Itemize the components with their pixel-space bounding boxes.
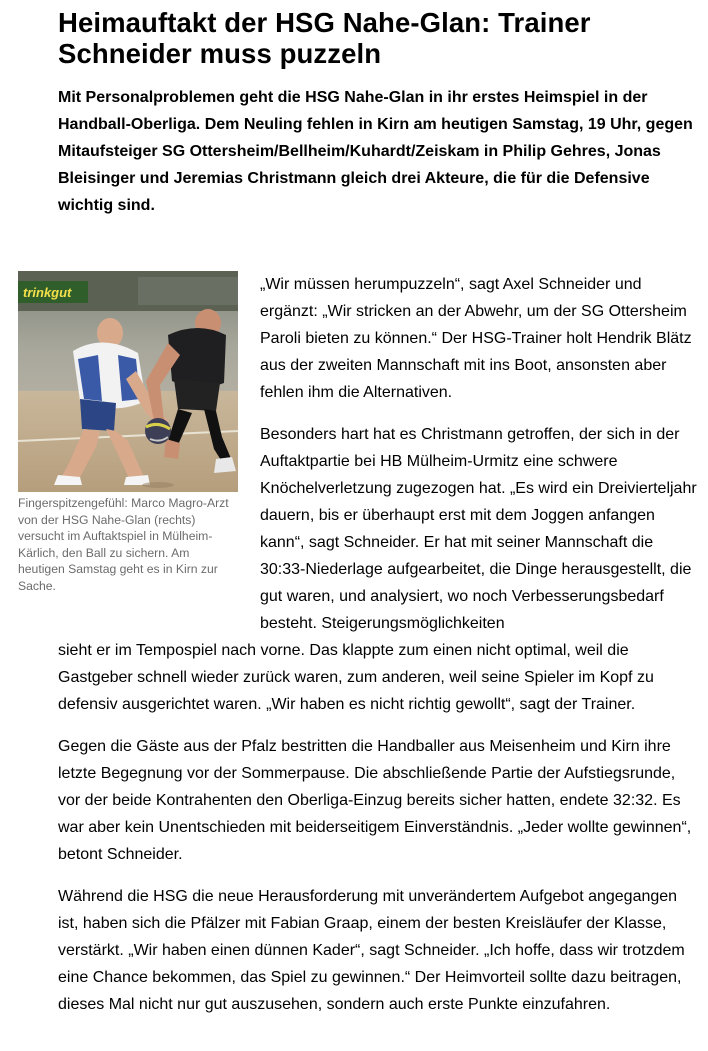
paragraph-2-continued: sieht er im Tempospiel nach vorne. Das klappte zum einen nicht optimal, weil die Gastgeber schnell wieder zurück waren, zum anderen, weil seine Spieler im Kopf zu defensiv ausgerichtet waren. „Wir haben es nicht richtig gewollt“, sagt der Trainer. bbox=[58, 642, 654, 713]
article-figure bbox=[18, 271, 238, 595]
article-body bbox=[18, 271, 698, 1018]
article-title: Heimauftakt der HSG Nahe-Glan: Trainer Schneider muss puzzeln bbox=[58, 7, 591, 69]
paragraph-1: „Wir müssen herumpuzzeln“, sagt Axel Schneider und ergänzt: „Wir stricken an der Abwehr, um der SG Ottersheim Paroli bieten zu können.“ Der HSG-Trainer holt Hendrik Blätz aus der zweiten Mannschaft mit ins Boot, ansonsten aber fehlen ihm die Alternativen. bbox=[260, 276, 692, 401]
article bbox=[18, 0, 698, 1033]
paragraph-2: Besonders hart hat es Christmann getroffen, der sich in der Auftaktpartie bei HB Mülheim-Urmitz eine schwere Knöchelverletzung zugezogen hat. „Es wird ein Dreivierteljahr dauern, bis er überhaupt erst mit dem Joggen anfangen kann“, sagt Schneider. Er hat mit seiner Mannschaft die 30:33-Niederlage aufgearbeitet, die Dinge herausgestellt, die gut waren, und analysiert, wo noch Verbesserungsbedarf besteht. Steigerungsmöglichkeiten bbox=[260, 426, 697, 632]
paragraph-4: Während die HSG die neue Herausforderung mit unverändertem Aufgebot angegangen ist, haben sich die Pfälzer mit Fabian Graap, einem der besten Kreisläufer der Klasse, verstärkt. „Wir haben einen dünnen Kader“, sagt Schneider. „Ich hoffe, dass wir trotzdem eine Chance bekommen, das Spiel zu gewinnen.“ Der Heimvorteil sollte dazu beitragen, dieses Mal nicht nur gut auszusehen, sondern auch erste Punkte einzufahren. bbox=[58, 888, 685, 1013]
handball-photo bbox=[18, 271, 238, 492]
banner-text: trinkgut bbox=[23, 285, 72, 300]
paragraph-3: Gegen die Gäste aus der Pfalz bestritten die Handballer aus Meisenheim und Kirn ihre letzte Begegnung vor der Sommerpause. Die abschließende Partie der Aufstiegsrunde, vor der beide Kontrahenten den Oberliga-Einzug bereits sicher hatten, endete 32:32. Es war aber kein Unentschieden mit beiderseitigem Einverständnis. „Jeder wollte gewinnen“, betont Schneider. bbox=[58, 738, 692, 863]
article-lead: Mit Personalproblemen geht die HSG Nahe-Glan in ihr erstes Heimspiel in der Handball-Oberliga. Dem Neuling fehlen in Kirn am heutigen Samstag, 19 Uhr, gegen Mitaufsteiger SG Ottersheim/Bellheim/Kuhardt/Zeiskam in Philip Gehres, Jonas Bleisinger und Jeremias Christmann gleich drei Akteure, die für die Defensive wichtig sind. bbox=[58, 89, 693, 214]
photo-caption: Fingerspitzengefühl: Marco Magro-Arzt von der HSG Nahe-Glan (rechts) versucht im Auftaktspiel in Mülheim-Kärlich, den Ball zu sichern. Am heutigen Samstag geht es in Kirn zur Sache. bbox=[18, 496, 229, 593]
